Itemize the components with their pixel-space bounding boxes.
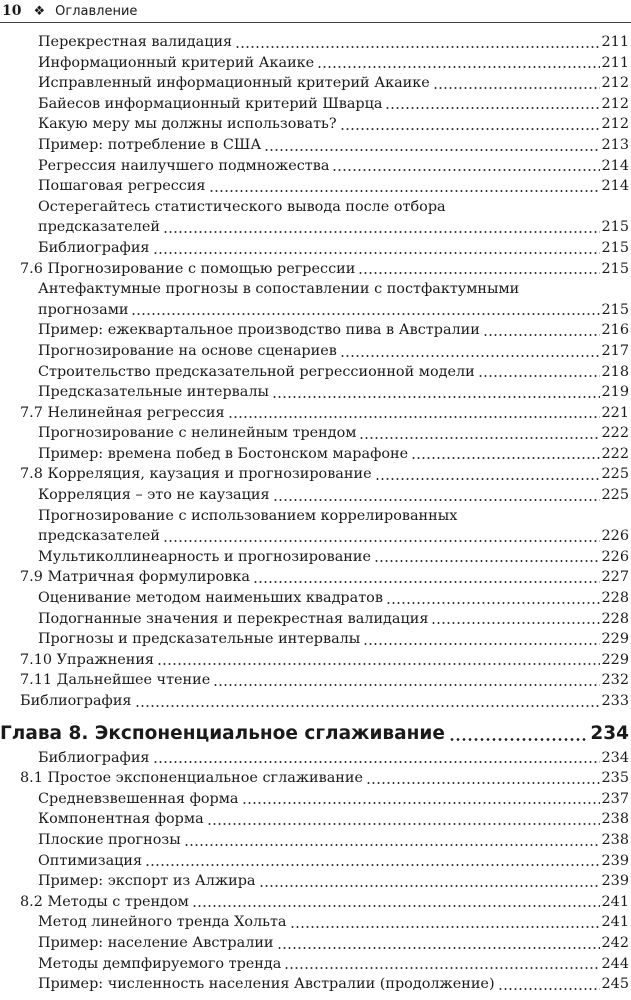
toc-entry-title: Подогнанные значения и перекрестная валидация <box>38 610 429 627</box>
toc-entry-page: 241 <box>601 893 629 910</box>
toc-entry-page: 215 <box>601 219 629 236</box>
toc-entry-page: 242 <box>601 934 629 951</box>
toc-entry-title: Методы демпфируемого тренда <box>38 955 282 972</box>
dot-leader <box>184 844 600 846</box>
toc-entry-page: 238 <box>601 831 629 848</box>
toc-entry-title: Средневзвешенная форма <box>38 790 239 807</box>
toc-entry-title: 7.11 Дальнейшее чтение <box>20 672 211 689</box>
dot-leader <box>284 967 599 969</box>
toc-entry[interactable] <box>0 954 629 975</box>
toc-entry-title: Метод линейного тренда Хольта <box>38 914 287 931</box>
toc-entry-title: Пример: население Австралии <box>38 934 274 951</box>
toc-entry-page: 213 <box>601 136 629 153</box>
dot-leader <box>358 272 599 274</box>
toc-entry-title: Какую меру мы должны использовать? <box>38 116 337 133</box>
toc-entry-title: Плоские прогнозы <box>38 831 181 848</box>
toc-entry-title: Байесов информационный критерий Шварца <box>38 95 383 112</box>
header-rule <box>0 22 631 23</box>
toc-entry[interactable] <box>0 238 629 259</box>
toc-entry-page: 225 <box>601 466 629 483</box>
dot-leader <box>264 149 599 151</box>
toc-entry-title: Исправленный информационный критерий Акаике <box>38 75 430 92</box>
dot-leader <box>340 128 600 130</box>
toc-entry-title: Прогнозирование на основе сценариев <box>38 342 337 359</box>
toc-entry[interactable] <box>0 73 629 94</box>
dot-leader <box>228 416 600 418</box>
toc-entry-page: 241 <box>601 914 629 931</box>
dot-leader <box>332 169 599 171</box>
toc-entry-title: Компонентная форма <box>38 811 204 828</box>
toc-entry[interactable] <box>0 362 629 383</box>
toc-entry-page: 237 <box>601 790 629 807</box>
toc-entry[interactable] <box>0 32 629 53</box>
toc-entry-title: 7.10 Упражнения <box>20 651 155 668</box>
toc-entry[interactable] <box>0 629 629 650</box>
toc-entry-page: 215 <box>601 239 629 256</box>
toc-entry-title: Пошаговая регрессия <box>38 178 206 195</box>
toc-entry-title: Пример: экспорт из Алжира <box>38 873 256 890</box>
toc-entry-title: Прогнозы и предсказательные интервалы <box>38 631 361 648</box>
dot-leader <box>131 313 599 315</box>
toc-entry[interactable] <box>0 279 629 320</box>
toc-entry-page: 212 <box>601 95 629 112</box>
toc-entry[interactable] <box>0 789 629 810</box>
toc-entry-page: 222 <box>601 425 629 442</box>
toc-entry[interactable] <box>0 341 629 362</box>
toc-entry-page: 222 <box>601 445 629 462</box>
toc-entry[interactable] <box>0 259 629 280</box>
toc-entry-title: Пример: численность населения Австралии (продолжение) <box>38 976 495 993</box>
toc-entry-page: 214 <box>601 157 629 174</box>
toc-entry[interactable] <box>0 748 629 769</box>
toc-entry-page: 244 <box>601 955 629 972</box>
dot-leader <box>209 190 600 192</box>
dot-leader <box>385 107 599 109</box>
dot-leader <box>253 581 600 583</box>
toc-entry[interactable] <box>0 809 629 830</box>
dot-leader <box>235 46 599 48</box>
toc-entry[interactable] <box>0 912 629 933</box>
dot-leader <box>375 478 600 480</box>
dot-leader <box>153 761 600 763</box>
toc-entry[interactable] <box>0 691 629 712</box>
toc-entry[interactable] <box>0 53 629 74</box>
toc-entry[interactable] <box>0 871 629 892</box>
ornament-icon: ❖ <box>33 3 46 19</box>
toc-entry[interactable] <box>0 974 629 995</box>
dot-leader <box>163 231 600 233</box>
running-header <box>0 0 631 22</box>
toc-entry-page: 215 <box>601 260 629 277</box>
dot-leader <box>340 355 600 357</box>
toc-entry[interactable] <box>0 567 629 588</box>
toc-entry-page: 221 <box>601 404 629 421</box>
toc-entry[interactable] <box>0 464 629 485</box>
toc-entry-page: 232 <box>601 672 629 689</box>
dot-leader <box>374 560 600 562</box>
toc-entry[interactable] <box>0 851 629 872</box>
toc-entry-page: 239 <box>601 852 629 869</box>
toc-entry-page: 218 <box>601 363 629 380</box>
toc-entry[interactable] <box>0 320 629 341</box>
toc-entry-title: Регрессия наилучшего подмножества <box>38 157 330 174</box>
toc-entry-title: Строительство предсказательной регрессионной модели <box>38 363 475 380</box>
dot-leader <box>478 375 600 377</box>
page-number: 10 <box>2 3 22 19</box>
running-title: Оглавление <box>55 3 138 19</box>
toc-entry[interactable] <box>0 670 629 691</box>
dot-leader <box>157 663 600 665</box>
toc-entry-title: 8.2 Методы с трендом <box>20 893 189 910</box>
toc-entry-page: 226 <box>601 548 629 565</box>
toc-entry-title: Библиография <box>38 239 150 256</box>
toc-entry[interactable] <box>0 135 629 156</box>
dot-leader <box>433 87 600 89</box>
toc-entry[interactable] <box>0 403 629 424</box>
dot-leader <box>498 988 600 990</box>
toc-entry-page: 212 <box>601 116 629 133</box>
toc-entry-page: 235 <box>601 770 629 787</box>
toc-entry-page: 228 <box>601 590 629 607</box>
toc-entry-title: Прогнозирование с использованием коррелированных <box>38 507 458 524</box>
toc-entry-title: 7.8 Корреляция, каузация и прогнозирование <box>20 466 372 483</box>
toc-entry-title: Остерегайтесь статистического вывода после отбора <box>38 198 446 215</box>
dot-leader <box>207 823 600 825</box>
toc-entry-title: Предсказательные интервалы <box>38 384 269 401</box>
dot-leader <box>431 622 599 624</box>
toc-entry-title: 7.7 Нелинейная регрессия <box>20 404 225 421</box>
toc-entry-page: 227 <box>601 569 629 586</box>
toc-entry-page: 229 <box>601 631 629 648</box>
toc-entry[interactable] <box>0 768 629 789</box>
dot-leader <box>213 684 599 686</box>
toc-entry-title: Пример: времена побед в Бостонском марафоне <box>38 445 409 462</box>
dot-leader <box>277 947 600 949</box>
toc-entry-title: 7.6 Прогнозирование с помощью регрессии <box>20 260 356 277</box>
toc-entry-page: 234 <box>601 749 629 766</box>
dot-leader <box>272 396 600 398</box>
toc-entry-page: 229 <box>601 651 629 668</box>
dot-leader <box>273 499 600 501</box>
toc-entry-page: 214 <box>601 178 629 195</box>
toc-entry-title-continued: предсказателей <box>38 528 160 545</box>
toc-entry-title: Пример: потребление в США <box>38 136 262 153</box>
toc-section-chapter-8 <box>0 748 629 995</box>
toc-entry-title: Оценивание методом наименьших квадратов <box>38 590 383 607</box>
toc-entry[interactable] <box>0 892 629 913</box>
toc-entry[interactable] <box>0 176 629 197</box>
dot-leader <box>386 602 600 604</box>
dot-leader <box>483 334 600 336</box>
dot-leader <box>163 540 600 542</box>
toc-entry[interactable] <box>0 830 629 851</box>
toc-entry-title-continued: прогнозами <box>38 301 129 318</box>
toc-entry-page: 239 <box>601 873 629 890</box>
toc-entry-title: Оптимизация <box>38 852 143 869</box>
toc-entry-page: 225 <box>601 487 629 504</box>
toc-entry[interactable] <box>0 547 629 568</box>
toc-entry[interactable] <box>0 588 629 609</box>
dot-leader <box>363 643 599 645</box>
chapter-page: 234 <box>590 722 629 744</box>
toc-entry-title: Перекрестная валидация <box>38 34 233 50</box>
dot-leader <box>366 782 600 784</box>
toc-entry-title: Библиография <box>38 749 150 766</box>
toc-entry-title: Мультиколлинеарность и прогнозирование <box>38 548 371 565</box>
toc-entry-page: 233 <box>601 693 629 709</box>
toc-entry-title: Информационный критерий Акаике <box>38 54 315 71</box>
toc-entry[interactable] <box>0 423 629 444</box>
toc-entry[interactable] <box>0 650 629 671</box>
table-of-contents <box>0 32 629 995</box>
dot-leader <box>153 252 600 254</box>
dot-leader <box>192 905 600 907</box>
toc-entry[interactable] <box>0 933 629 954</box>
toc-entry-page: 215 <box>601 301 629 318</box>
dot-leader <box>411 457 599 459</box>
dot-leader <box>135 705 600 707</box>
dot-leader <box>145 864 599 866</box>
dot-leader <box>242 802 600 804</box>
toc-entry[interactable] <box>0 609 629 630</box>
toc-entry[interactable] <box>0 197 629 238</box>
dot-leader <box>359 437 599 439</box>
toc-entry-title: Антефактумные прогнозы в сопоставлении с постфактумными <box>38 281 520 298</box>
toc-entry[interactable] <box>0 444 629 465</box>
chapter-heading[interactable] <box>0 721 629 747</box>
toc-entry-title: Библиография <box>20 693 132 709</box>
toc-entry-page: 226 <box>601 528 629 545</box>
toc-entry-page: 211 <box>601 34 629 50</box>
toc-entry[interactable] <box>0 156 629 177</box>
dot-leader <box>290 926 600 928</box>
toc-entry[interactable] <box>0 485 629 506</box>
toc-entry-page: 216 <box>601 322 629 339</box>
toc-entry-page: 228 <box>601 610 629 627</box>
toc-entry-page: 212 <box>601 75 629 92</box>
toc-entry-page: 217 <box>601 342 629 359</box>
toc-entry-title: Пример: ежеквартальное производство пива в Австралии <box>38 322 480 339</box>
toc-entry[interactable] <box>0 506 629 547</box>
dot-leader <box>259 885 600 887</box>
dot-leader <box>317 66 599 68</box>
dot-leader <box>449 738 587 741</box>
toc-entry-title-continued: предсказателей <box>38 219 160 236</box>
toc-entry-title: 7.9 Матричная формулировка <box>20 569 250 586</box>
toc-entry[interactable] <box>0 94 629 115</box>
toc-entry-title: 8.1 Простое экспоненциальное сглаживание <box>20 770 364 787</box>
toc-section-chapter-7 <box>0 32 629 712</box>
toc-entry-page: 245 <box>601 976 629 993</box>
toc-entry-title: Прогнозирование с нелинейным трендом <box>38 425 357 442</box>
toc-entry[interactable] <box>0 114 629 135</box>
toc-entry[interactable] <box>0 382 629 403</box>
toc-entry-title: Корреляция – это не каузация <box>38 487 270 504</box>
chapter-title: Глава 8. Экспоненциальное сглаживание <box>0 722 445 744</box>
toc-entry-page: 211 <box>601 54 629 71</box>
toc-entry-page: 238 <box>601 811 629 828</box>
toc-entry-page: 219 <box>601 384 629 401</box>
